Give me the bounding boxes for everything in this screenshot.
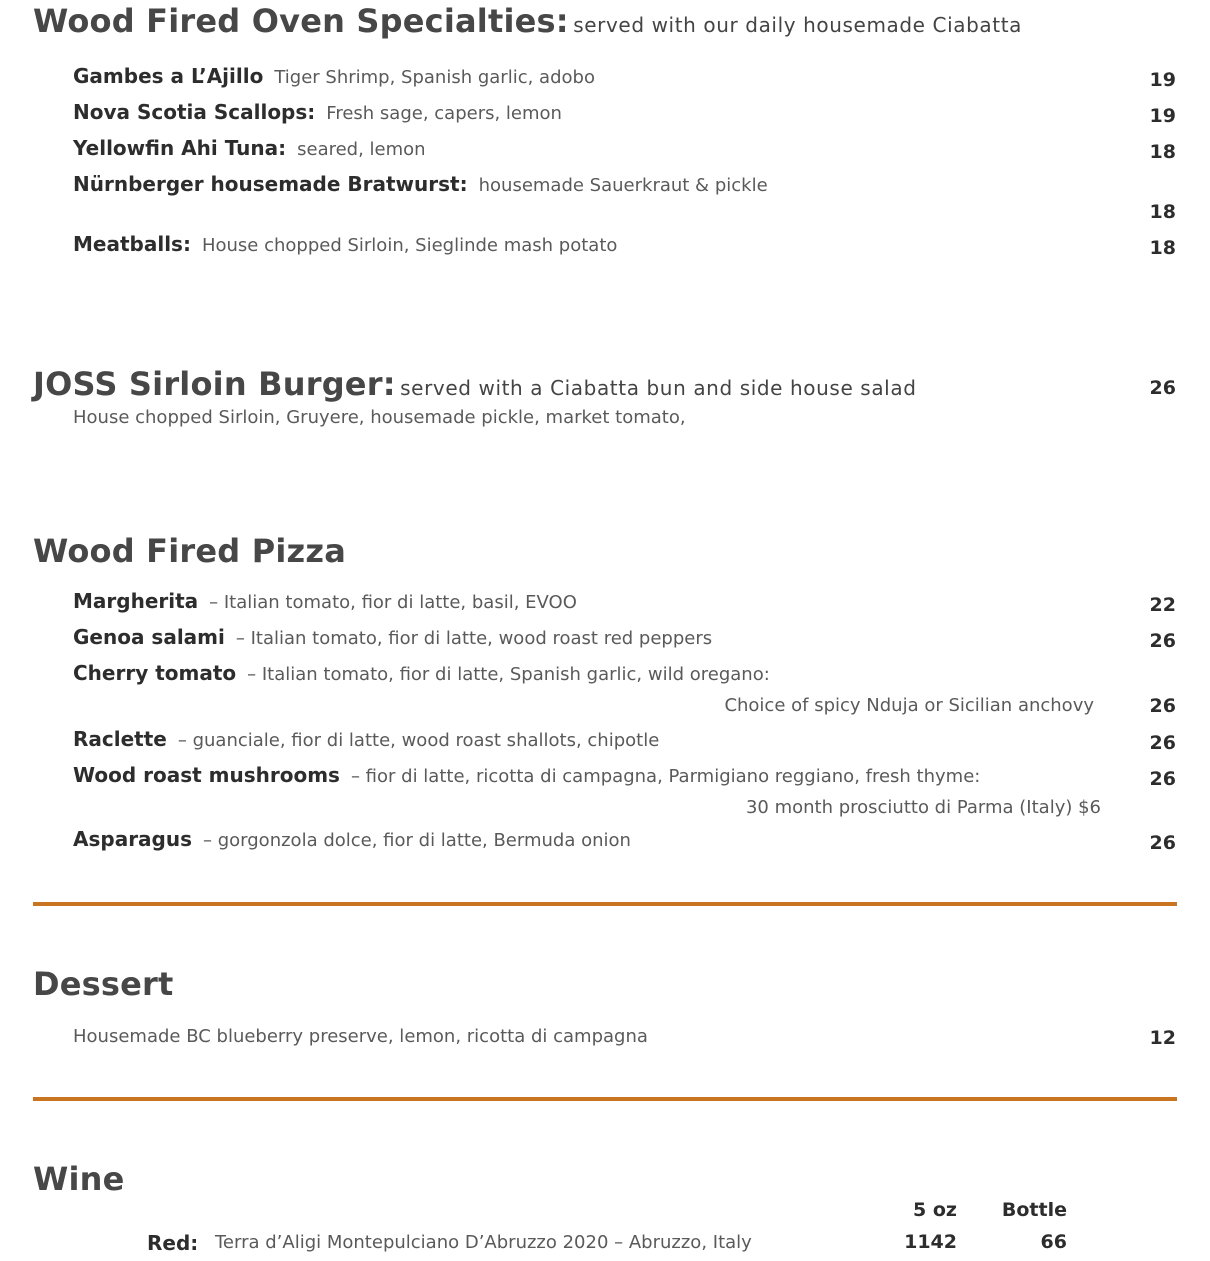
item-desc: Tiger Shrimp, Spanish garlic, adobo — [274, 67, 595, 88]
item-desc: – Italian tomato, fior di latte, Spanish garlic, wild oregano: — [247, 664, 770, 685]
burger-section-header — [33, 365, 917, 403]
item-price: 22 — [1149, 594, 1176, 616]
item-extra: 30 month prosciutto di Parma (Italy) $6 — [745, 797, 1101, 818]
item-price: 19 — [1149, 105, 1176, 127]
item-desc: House chopped Sirloin, Sieglinde mash potato — [201, 235, 618, 256]
wine-col-glass: 5 oz — [913, 1199, 957, 1221]
item-name: Yellowfin Ahi Tuna: — [73, 136, 287, 160]
section-title-pizza: Wood Fired Pizza — [33, 532, 346, 570]
item-extra: Choice of spicy Nduja or Sicilian anchovy — [724, 695, 1094, 716]
section-title-oven: Wood Fired Oven Specialties: — [33, 2, 569, 40]
burger-price: 26 — [1149, 377, 1176, 399]
item-desc: Fresh sage, capers, lemon — [326, 103, 562, 124]
menu-item — [73, 232, 617, 262]
section-subtitle-burger: served with a Ciabatta bun and side house salad — [400, 376, 917, 400]
item-name: Gambes a L’Ajillo — [73, 64, 264, 88]
item-price: 26 — [1149, 630, 1176, 652]
item-price: 26 — [1149, 832, 1176, 854]
menu-item — [73, 661, 770, 691]
section-title-burger: JOSS Sirloin Burger: — [33, 365, 396, 403]
menu-item — [73, 172, 768, 202]
item-name: Meatballs: — [73, 232, 191, 256]
divider — [33, 902, 1177, 906]
divider — [33, 1097, 1177, 1101]
item-name: Wood roast mushrooms — [73, 763, 340, 787]
section-title-dessert: Dessert — [33, 965, 174, 1003]
menu-item — [73, 827, 631, 857]
item-desc: housemade Sauerkraut & pickle — [478, 175, 768, 196]
menu-item — [73, 589, 577, 619]
item-desc: – guanciale, fior di latte, wood roast shallots, chipotle — [177, 730, 660, 751]
menu-item — [73, 100, 562, 130]
item-price: 26 — [1149, 768, 1176, 790]
wine-type: Red: — [147, 1231, 199, 1255]
item-price: 18 — [1149, 237, 1176, 259]
section-title-wine: Wine — [33, 1160, 125, 1198]
menu-item — [73, 727, 659, 757]
item-desc: – gorgonzola dolce, fior di latte, Bermuda onion — [203, 830, 631, 851]
wine-bottle-price: 66 — [1040, 1231, 1067, 1253]
item-name: Margherita — [73, 589, 199, 613]
section-subtitle-oven: served with our daily housemade Ciabatta — [573, 13, 1023, 37]
item-name: Raclette — [73, 727, 167, 751]
item-desc: – fior di latte, ricotta di campagna, Parmigiano reggiano, fresh thyme: — [350, 766, 981, 787]
oven-section-header — [33, 2, 1022, 40]
item-name: Cherry tomato — [73, 661, 237, 685]
menu-item — [73, 625, 712, 655]
item-name: Nova Scotia Scallops: — [73, 100, 316, 124]
wine-name: Terra d’Aligi Montepulciano D’Abruzzo 2020 – Abruzzo, Italy — [215, 1232, 752, 1253]
dessert-price: 12 — [1149, 1027, 1176, 1049]
item-price: 26 — [1149, 695, 1176, 717]
item-price: 19 — [1149, 69, 1176, 91]
menu-item — [73, 64, 595, 94]
menu-item — [73, 763, 980, 793]
menu-item — [73, 136, 426, 166]
burger-desc: House chopped Sirloin, Gruyere, housemade pickle, market tomato, — [73, 407, 686, 428]
wine-glass-price: 1142 — [904, 1231, 957, 1253]
item-price: 18 — [1149, 201, 1176, 223]
item-name: Nürnberger housemade Bratwurst: — [73, 172, 468, 196]
item-name: Genoa salami — [73, 625, 225, 649]
item-name: Asparagus — [73, 827, 193, 851]
wine-col-bottle: Bottle — [1001, 1199, 1067, 1221]
item-desc: – Italian tomato, fior di latte, wood roast red peppers — [235, 628, 713, 649]
item-price: 18 — [1149, 141, 1176, 163]
dessert-desc: Housemade BC blueberry preserve, lemon, ricotta di campagna — [73, 1026, 648, 1047]
item-desc: – Italian tomato, fior di latte, basil, EVOO — [209, 592, 577, 613]
item-price: 26 — [1149, 732, 1176, 754]
item-desc: seared, lemon — [297, 139, 426, 160]
